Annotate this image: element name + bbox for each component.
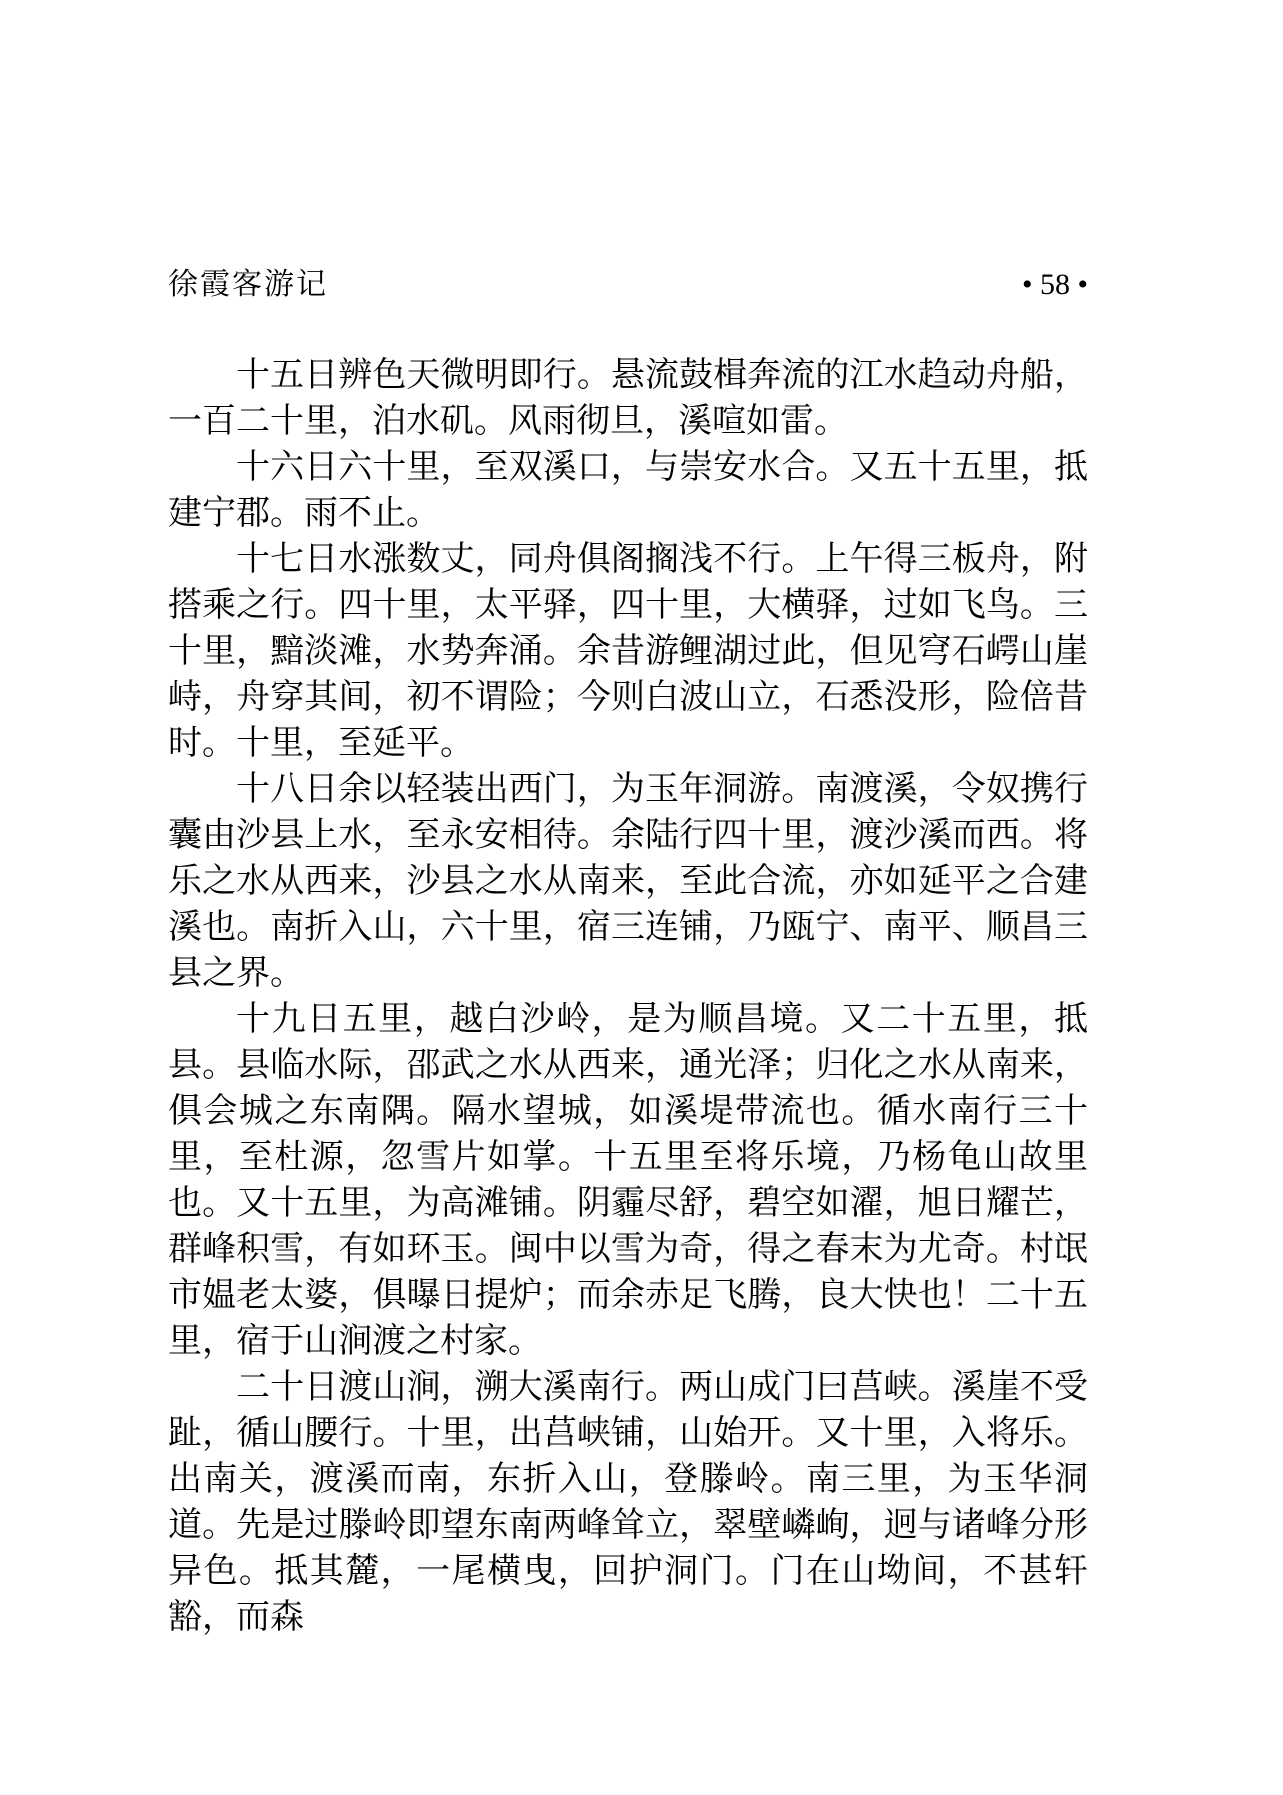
page-header [168, 265, 1088, 305]
paragraph-day-16: 十六日六十里，至双溪口，与崇安水合。又五十五里，抵建宁郡。雨不止。 [168, 449, 1088, 532]
page-body [168, 353, 1088, 1641]
book-title: 徐霞客游记 [168, 268, 328, 301]
paragraph-day-18: 十八日余以轻装出西门，为玉年洞游。南渡溪，令奴携行囊由沙县上水，至永安相待。余陆行四十里，渡沙溪而西。将乐之水从西来，沙县之水从南来，至此合流，亦如延平之合建溪也。南折入山，六十里，宿三连铺，乃瓯宁、南平、顺昌三县之界。 [168, 771, 1088, 992]
paragraph-day-17: 十七日水涨数丈，同舟俱阁搁浅不行。上午得三板舟，附搭乘之行。四十里，太平驿，四十里，大横驿，过如飞鸟。三十里，黯淡滩，水势奔涌。余昔游鲤湖过此，但见穹石崿山崖峙，舟穿其间，初不谓险；今则白波山立，石悉没形，险倍昔时。十里，至延平。 [168, 541, 1088, 762]
paragraph-day-20: 二十日渡山涧，溯大溪南行。两山成门曰莒峡。溪崖不受趾，循山腰行。十里，出莒峡铺，山始开。又十里，入将乐。出南关，渡溪而南，东折入山，登滕岭。南三里，为玉华洞道。先是过滕岭即望东南两峰耸立，翠壁嶙峋，迥与诸峰分形异色。抵其麓，一尾横曳，回护洞门。门在山坳间，不甚轩豁，而森 [168, 1369, 1088, 1636]
paragraph-day-15: 十五日辨色天微明即行。悬流鼓楫奔流的江水趋动舟船，一百二十里，泊水矶。风雨彻旦，溪喧如雷。 [168, 357, 1088, 440]
paragraph-day-19: 十九日五里，越白沙岭，是为顺昌境。又二十五里，抵县。县临水际，邵武之水从西来，通光泽；归化之水从南来，俱会城之东南隅。隔水望城，如溪堤带流也。循水南行三十里，至杜源，忽雪片如掌。十五里至将乐境，乃杨龟山故里也。又十五里，为高滩铺。阴霾尽舒，碧空如濯，旭日耀芒，群峰积雪，有如环玉。闽中以雪为奇，得之春末为尤奇。村氓市媪老太婆，俱曝日提炉；而余赤足飞腾，良大快也！二十五里，宿于山涧渡之村家。 [168, 1001, 1088, 1360]
page-number: • 58 • [1021, 268, 1088, 301]
